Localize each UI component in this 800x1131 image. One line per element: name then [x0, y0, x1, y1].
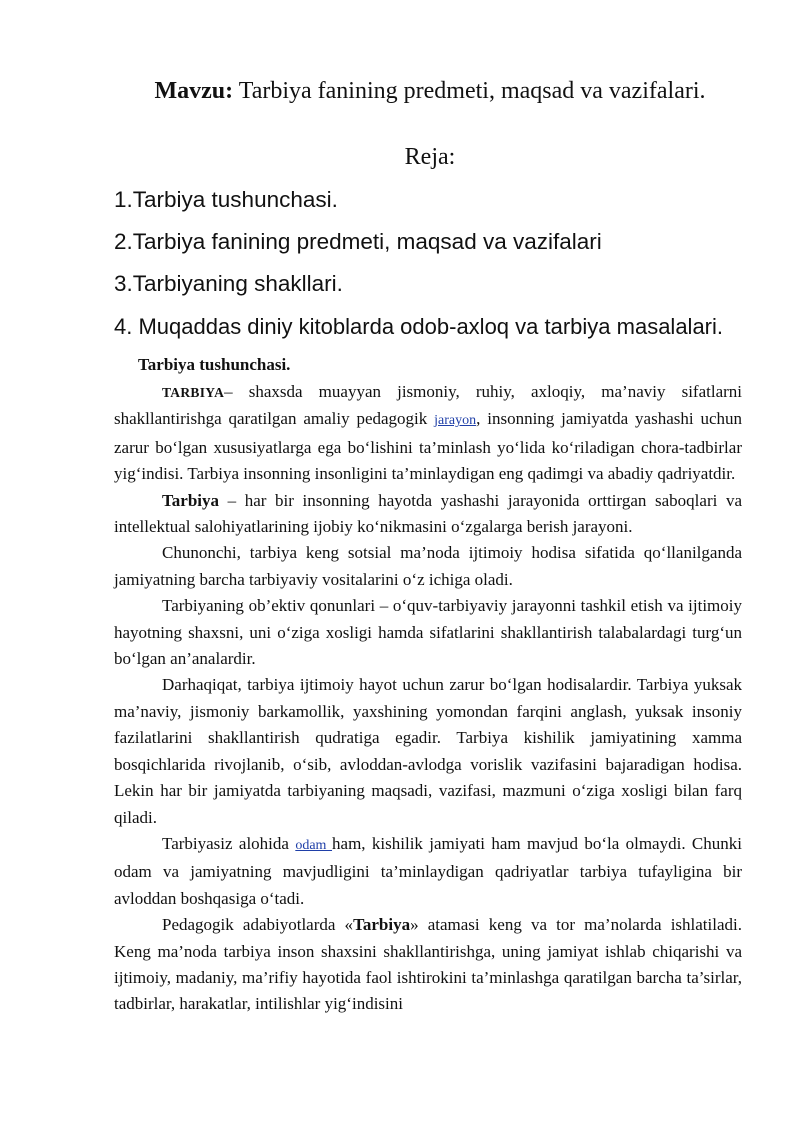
term-tarbiya: Tarbiya	[162, 490, 220, 510]
paragraph-1	[114, 379, 742, 488]
term-tarbiya-caps: TARBIYA	[162, 385, 225, 400]
plan-item-1: 1.Tarbiya tushunchasi.	[114, 187, 338, 212]
link-odam[interactable]: odam	[295, 837, 333, 853]
paragraph-2-text: – har bir insonning hayotda yashashi jarayonida orttirgan saboqlari va intellektual salohiyatlarining ijobiy ko‘nikmasini o‘zgalarga berish jarayoni.	[114, 490, 742, 537]
paragraph-3: Chunonchi, tarbiya keng sotsial ma’noda ijtimoiy hodisa sifatida qo‘llanilganda jamiyatning barcha tarbiyaviy vositalarini o‘z ichiga oladi.	[114, 543, 742, 589]
title-text: Tarbiya fanining predmeti, maqsad va vazifalari.	[233, 78, 706, 104]
paragraph-6-text-a: Tarbiyasiz alohida	[162, 833, 296, 853]
paragraph-6	[114, 831, 742, 912]
document-title	[0, 76, 800, 106]
paragraph-1-text-b: , insonning jamiyatda yashashi uchun zarur bo‘lgan xususiyatlarga ega bo‘lishini ta’minlash yo‘lida ko‘riladigan chora-tadbirlar yig‘indisi. Tarbiya insonning insonligini ta’minlaydigan eng qadimgi va abadiy qadriyatdir.	[114, 409, 743, 484]
plan-item-3: 3.Tarbiyaning shakllari.	[114, 271, 343, 296]
body-text	[114, 379, 742, 1018]
plan-item-2: 2.Tarbiya fanining predmeti, maqsad va vazifalari	[114, 229, 602, 254]
section-heading: Tarbiya tushunchasi.	[138, 355, 291, 374]
plan-heading: Reja:	[404, 144, 456, 170]
paragraph-2	[114, 488, 742, 541]
plan-item-4: 4. Muqaddas diniy kitoblarda odob-axloq va tarbiya masalalari.	[114, 314, 724, 339]
paragraph-7	[114, 912, 742, 1018]
title-label: Mavzu:	[154, 78, 234, 104]
paragraph-5: Darhaqiqat, tarbiya ijtimoiy hayot uchun zarur bo‘lgan hodisalardir. Tarbiya yuksak ma’naviy, jismoniy barkamollik, yaxshining yomondan farqini anglash, yuksak insoniy fazilatlarini shakllantirish qudratiga egadir. Tarbiya kishilik jamiyatining xamma bosqichlarida rivojlanib, o‘sib, avloddan-avlodga vorislik vazifasini bajaradigan hodisa. Lekin har bir jamiyatda tarbiyaning maqsadi, vazifasi, mazmuni o‘ziga xosligi bilan farq qiladi.	[114, 675, 742, 827]
paragraph-6-text-b: ham, kishilik jamiyati ham mavjud bo‘la olmaydi. Chunki odam va jamiyatning mavjudligini ta’minlaydigan qadriyatlar tarbiya tufayligina bir avloddan boshqasiga o‘tadi.	[114, 833, 742, 908]
term-tarbiya-quoted: Tarbiya	[353, 915, 411, 935]
paragraph-7-text-b: » atamasi keng va tor ma’nolarda ishlatiladi. Keng ma’noda tarbiya inson shaxsini shakllantirishga, uning jamiyat ishlab chiqarishi va ijtimoiy, madaniy, ma’rifiy hayotida faol ishtirokini ta’minlashga qaratilgan barcha ta’sirlar, tadbirlar, harakatlar, intilishlar yig‘indisini	[114, 915, 742, 1014]
paragraph-7-text-a: Pedagogik adabiyotlarda «	[162, 915, 354, 935]
paragraph-4: Tarbiyaning ob’ektiv qonunlari – o‘quv-tarbiyaviy jarayonni tashkil etish va ijtimoiy hayotning shaxsni, uni o‘ziga xosligi hamda sifatlarini shakllantirish talabalardagi turg‘un bo‘lgan an’analardir.	[114, 596, 742, 669]
link-jarayon[interactable]: jarayon	[434, 413, 477, 429]
paragraph-1-text-a: – shaxsda muayyan jismoniy, ruhiy, axloqiy, ma’naviy sifatlarni shakllantirishga qaratilgan amaliy pedagogik	[114, 382, 742, 429]
